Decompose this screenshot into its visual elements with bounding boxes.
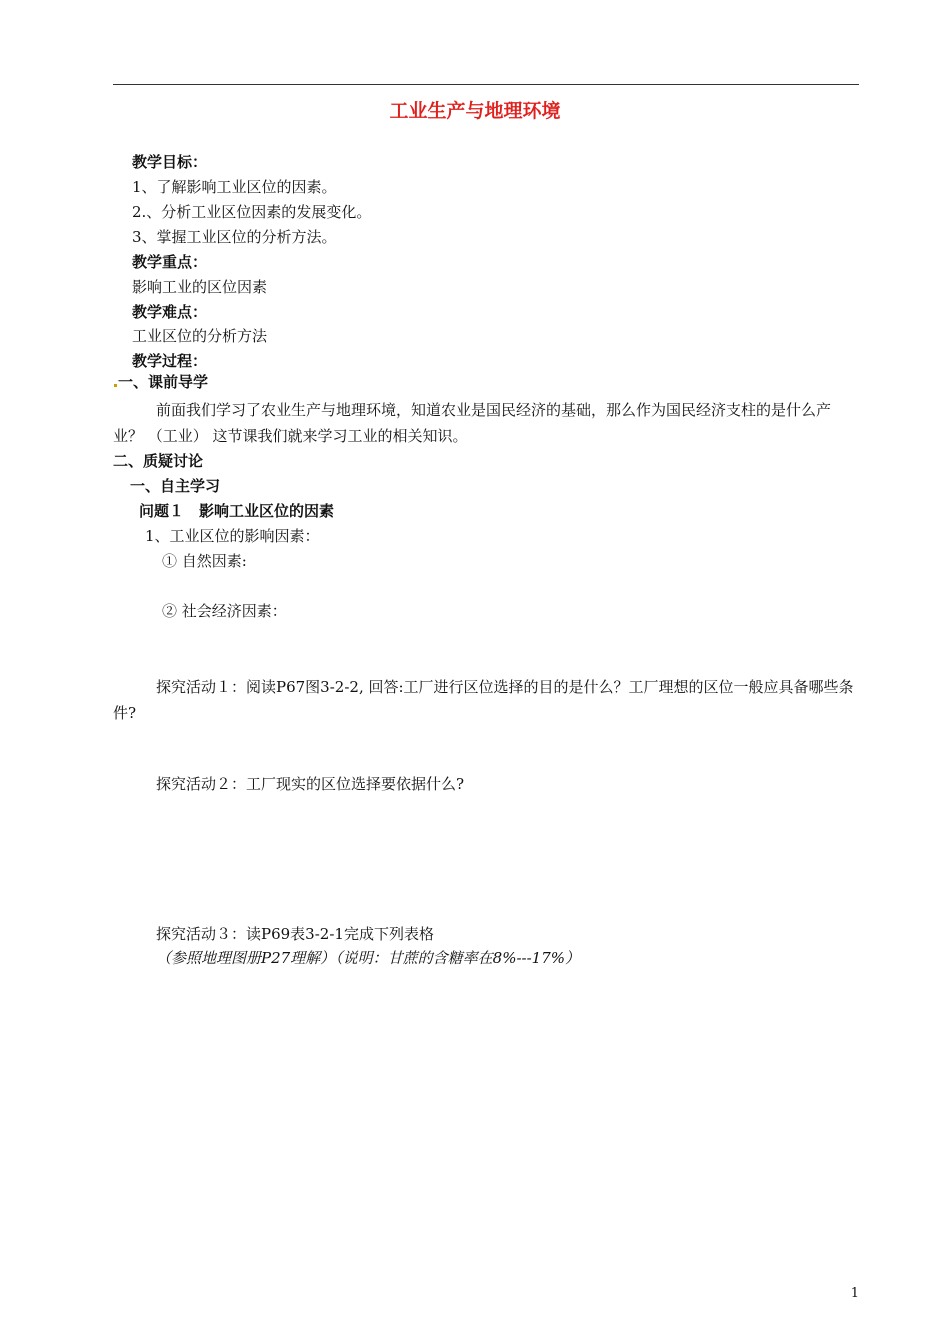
- page-number: 1: [850, 1286, 859, 1301]
- objectives-heading: 教学目标：: [132, 153, 208, 171]
- document-title: 工业生产与地理环境: [389, 100, 561, 122]
- activity-3: 探究活动３：读P69表3-2-1完成下列表格: [156, 925, 434, 943]
- difficulty-text: 工业区位的分析方法: [132, 327, 268, 345]
- key-heading: 教学重点：: [132, 253, 208, 271]
- factor-social: ② 社会经济因素：: [162, 602, 287, 620]
- activity-2: 探究活动２：工厂现实的区位选择要依据什么?: [156, 775, 465, 793]
- section1-heading-text: 一、课前导学: [118, 373, 209, 391]
- objective-3: 3、掌握工业区位的分析方法。: [132, 228, 337, 246]
- section1-heading: [113, 372, 208, 392]
- difficulty-heading: 教学难点：: [132, 303, 208, 321]
- marker-icon: [114, 384, 117, 387]
- objective-2: 2.、分析工业区位因素的发展变化。: [132, 203, 372, 221]
- section2-heading: 二、质疑讨论: [113, 452, 204, 470]
- item-1: 1、工业区位的影响因素：: [145, 527, 320, 545]
- factor-natural: ① 自然因素:: [162, 552, 247, 570]
- question-1: 问题１ 影响工业区位的因素: [139, 502, 335, 520]
- self-study-heading: 一、自主学习: [130, 477, 221, 495]
- activity-1: 探究活动１：阅读P67图3-2-2, 回答:工厂进行区位选择的目的是什么？工厂理想的区位一般应具备哪些条件?: [113, 678, 854, 722]
- process-heading: 教学过程：: [132, 352, 208, 370]
- objective-1: 1、了解影响工业区位的因素。: [132, 178, 337, 196]
- key-text: 影响工业的区位因素: [132, 278, 268, 296]
- header-rule: [113, 84, 859, 85]
- section1-paragraph: 前面我们学习了农业生产与地理环境，知道农业是国民经济的基础，那么作为国民经济支柱的是什么产业？ （工业） 这节课我们就来学习工业的相关知识。: [113, 401, 832, 445]
- activity-3-note: （参照地理图册P27理解）（说明：甘蔗的含糖率在8%---17%）: [156, 949, 581, 967]
